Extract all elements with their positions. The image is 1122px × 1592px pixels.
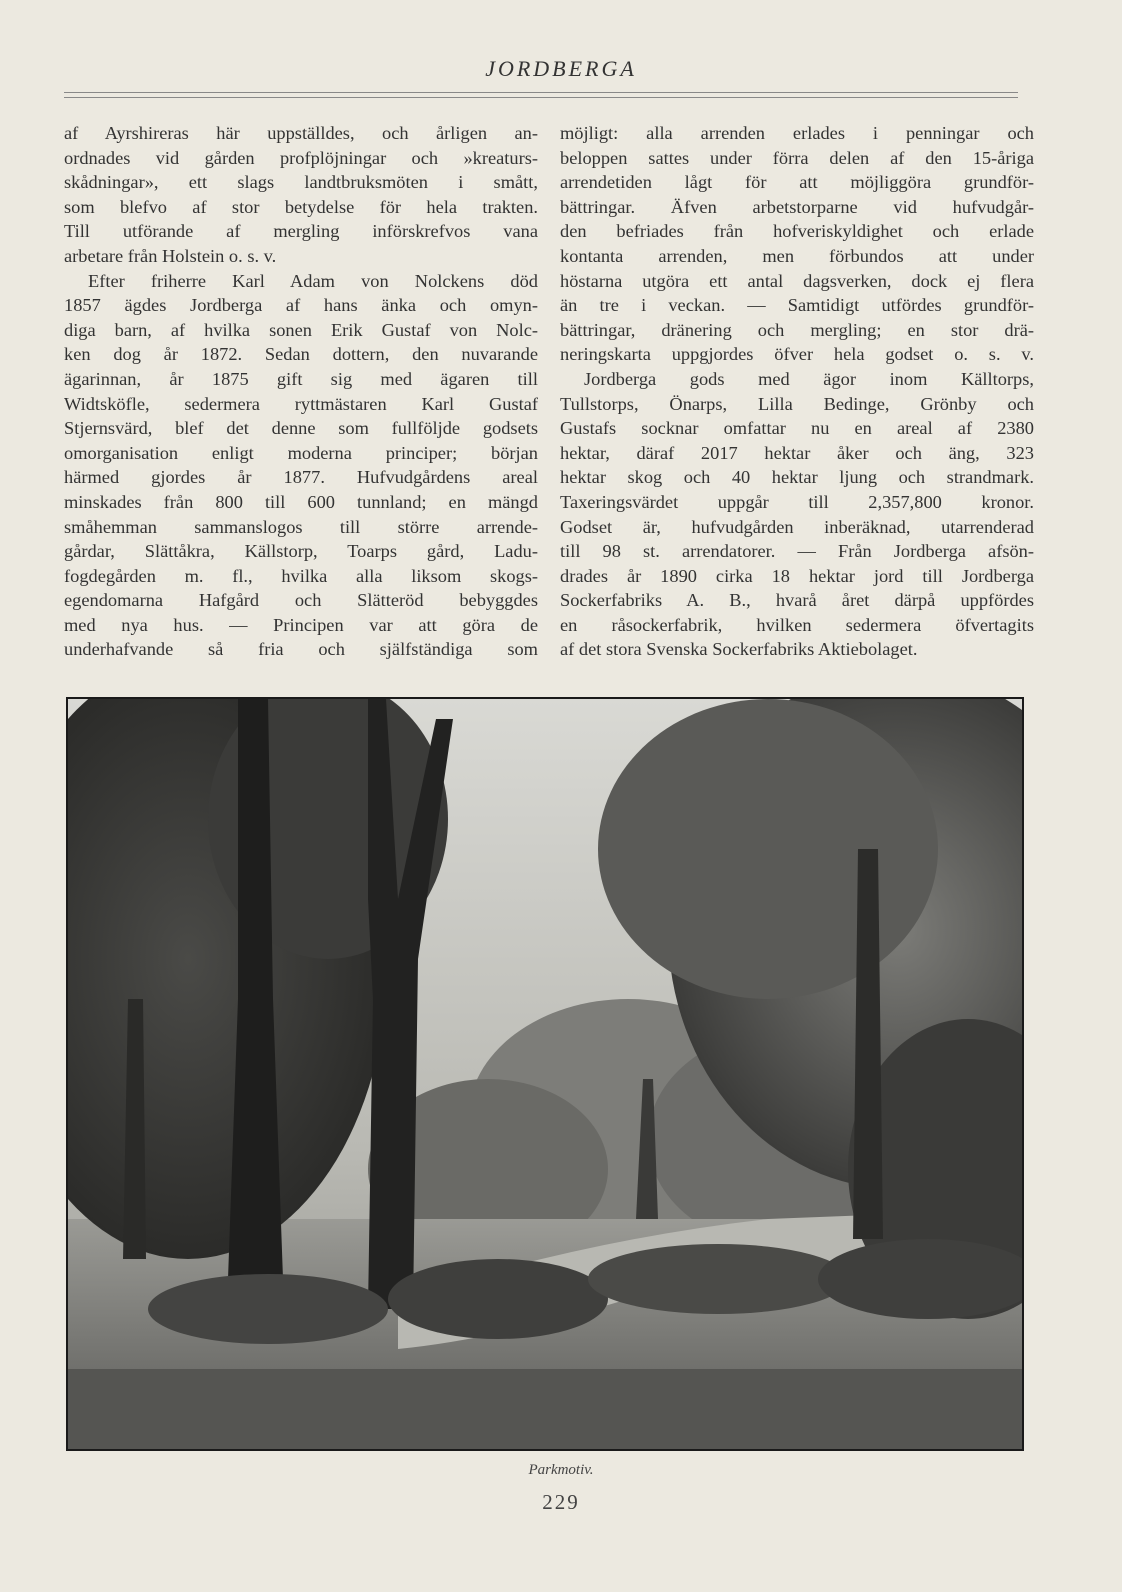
text-line: hektar skog och 40 hektar ljung och strandmark. <box>560 467 1034 488</box>
text-line: en råsockerfabrik, hvilken sedermera öfvertagits <box>560 614 1034 635</box>
text-line: af Ayrshireras här uppställdes, och årligen an- <box>64 123 538 143</box>
text-line: bättringar. Äfven arbetstorparne vid hufvudgår- <box>560 196 1034 217</box>
text-line: bättringar, dränering och mergling; en stor drä- <box>560 319 1034 340</box>
text-line: till 98 st. arrendatorer. — Från Jordberga afsön- <box>560 541 1034 562</box>
text-line: Gustafs socknar omfattar nu en areal af 2380 <box>560 418 1034 439</box>
text-line: neringskarta uppgjordes öfver hela godset o. s. v. <box>560 344 1034 365</box>
text-line: härmed gjordes år 1877. Hufvudgårdens areal <box>64 467 538 488</box>
text-line: 1857 ägdes Jordberga af hans änka och omyn- <box>64 295 538 316</box>
text-line: möjligt: alla arrenden erlades i penningar och <box>560 123 1034 143</box>
text-line: hektar, däraf 2017 hektar åker och äng, 323 <box>560 442 1034 463</box>
text-line: småhemman sammanslogos till större arrende- <box>64 516 538 537</box>
text-line: Jordberga gods med ägor inom Källtorps, <box>584 368 1034 389</box>
page-number: 229 <box>542 1490 580 1514</box>
photo-caption: Parkmotiv. <box>528 1462 594 1478</box>
text-line: drades år 1890 cirka 18 hektar jord till Jordberga <box>560 565 1034 586</box>
text-line: skådningar», ett slags landtbruksmöten i smått, <box>64 172 538 193</box>
text-line: kontanta arrenden, men förbundos att under <box>560 245 1034 266</box>
text-line: Godset är, hufvudgården inberäknad, utarrenderad <box>560 516 1034 537</box>
text-line: af det stora Svenska Sockerfabriks Aktiebolaget. <box>560 639 918 660</box>
text-line: diga barn, af hvilka sonen Erik Gustaf von Nolc- <box>64 319 538 340</box>
running-header: JORDBERGA <box>485 56 637 81</box>
text-line: omorganisation enligt moderna principer; början <box>64 442 538 463</box>
text-line: minskades från 800 till 600 tunnland; en mängd <box>64 491 538 512</box>
text-line: Tullstorps, Önarps, Lilla Bedinge, Grönby och <box>560 393 1034 414</box>
header-rule-bottom <box>64 97 1018 98</box>
text-line: ägarinnan, år 1875 gift sig med ägaren till <box>64 368 538 389</box>
text-line: Till utförande af mergling införskrefvos vana <box>64 221 538 242</box>
text-line: fogdegården m. fl., hvilka alla liksom skogs- <box>64 565 538 586</box>
text-line: egendomarna Hafgård och Slätteröd bebyggdes <box>64 590 538 611</box>
park-photograph <box>66 697 1024 1451</box>
text-line: Stjernsvärd, blef det denne som fullföljde godsets <box>64 418 538 439</box>
text-line: arbetare från Holstein o. s. v. <box>64 245 277 266</box>
text-line: Efter friherre Karl Adam von Nolckens död <box>88 270 538 291</box>
text-line: Taxeringsvärdet uppgår till 2,357,800 kronor. <box>560 491 1034 512</box>
text-line: gårdar, Slättåkra, Källstorp, Toarps gård, Ladu- <box>64 541 538 562</box>
text-line: än tre i veckan. — Samtidigt utfördes grundför- <box>560 295 1034 316</box>
text-line: med nya hus. — Principen var att göra de <box>64 614 538 635</box>
left-text-column <box>64 121 538 662</box>
header-rule-top <box>64 92 1018 93</box>
text-line: Sockerfabriks A. B., hvarå året därpå uppfördes <box>560 590 1034 611</box>
right-text-column <box>560 121 1034 662</box>
text-line: ordnades vid gården profplöjningar och »kreaturs- <box>64 147 538 168</box>
text-line: Widtsköfle, sedermera ryttmästaren Karl Gustaf <box>64 393 538 414</box>
text-line: som blefvo af stor betydelse för hela trakten. <box>64 196 538 217</box>
text-line: arrendetiden lågt för att möjliggöra grundför- <box>560 172 1034 193</box>
text-line: underhafvande så fria och själfständiga som <box>64 639 538 660</box>
text-line: beloppen sattes under förra delen af den 15-åriga <box>560 147 1034 168</box>
text-line: ken dog år 1872. Sedan dottern, den nuvarande <box>64 344 538 365</box>
text-line: höstarna utgöra ett antal dagsverken, dock ej flera <box>560 270 1034 291</box>
text-line: den befriades från hofveriskyldighet och erlade <box>560 221 1034 242</box>
